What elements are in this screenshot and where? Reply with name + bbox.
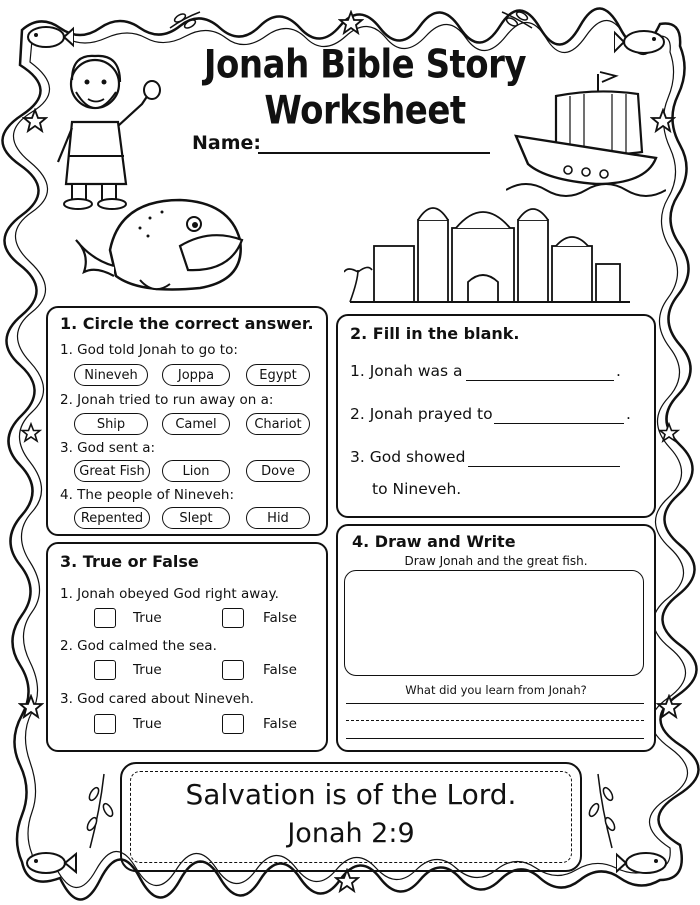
false-label: False	[263, 662, 297, 678]
writing-line[interactable]	[346, 738, 644, 739]
section4-heading: 4. Draw and Write	[352, 532, 516, 551]
star-icon	[656, 694, 682, 720]
star-icon	[18, 694, 44, 720]
question-text: 3. God sent a:	[60, 440, 156, 456]
fill-continuation: to Nineveh.	[372, 480, 462, 498]
question-text: 4. The people of Nineveh:	[60, 487, 235, 503]
true-checkbox[interactable]	[94, 608, 116, 628]
answer-option[interactable]: Ship	[74, 413, 148, 435]
question-text: 1. God told Jonah to go to:	[60, 342, 238, 358]
false-checkbox[interactable]	[222, 660, 244, 680]
true-checkbox[interactable]	[94, 714, 116, 734]
false-label: False	[263, 610, 297, 626]
star-icon	[338, 10, 364, 36]
fish-icon	[22, 846, 78, 880]
answer-option[interactable]: Lion	[162, 460, 230, 482]
leaf-icon	[168, 8, 202, 32]
writing-line[interactable]	[346, 703, 644, 704]
true-label: True	[133, 662, 162, 678]
answer-option[interactable]: Repented	[74, 507, 150, 529]
section2-heading: 2. Fill in the blank.	[350, 324, 520, 343]
name-label: Name:	[192, 132, 262, 154]
verse-text: Salvation is of the Lord.	[185, 778, 517, 811]
false-checkbox[interactable]	[222, 608, 244, 628]
answer-option[interactable]: Joppa	[162, 364, 230, 386]
name-field[interactable]	[258, 152, 490, 154]
leaf-icon	[80, 770, 114, 850]
false-checkbox[interactable]	[222, 714, 244, 734]
answer-option[interactable]: Egypt	[246, 364, 310, 386]
true-checkbox[interactable]	[94, 660, 116, 680]
page-title: Jonah Bible Story Worksheet	[203, 42, 527, 134]
end-mark: .	[626, 405, 631, 423]
writing-line[interactable]	[346, 720, 644, 721]
drawing-area[interactable]	[344, 570, 644, 676]
section3-heading: 3. True or False	[60, 552, 199, 571]
fill-blank-line[interactable]	[466, 380, 614, 381]
verse-reference: Jonah 2:9	[287, 818, 415, 849]
answer-option[interactable]: Hid	[246, 507, 310, 529]
fish-icon	[616, 846, 676, 880]
answer-option[interactable]: Dove	[246, 460, 310, 482]
star-icon	[22, 108, 48, 134]
true-label: True	[133, 716, 162, 732]
fill-blank-line[interactable]	[468, 466, 620, 467]
draw-instruction: Draw Jonah and the great fish.	[404, 554, 588, 568]
fill-blank-line[interactable]	[494, 423, 624, 424]
end-mark: .	[616, 362, 621, 380]
question-text: 1. Jonah obeyed God right away.	[60, 586, 279, 602]
whale-illustration	[70, 180, 260, 298]
question-text: 2. Jonah tried to run away on a:	[60, 392, 274, 408]
fill-item: 3. God showed	[350, 448, 466, 466]
section1-heading: 1. Circle the correct answer.	[60, 314, 314, 333]
star-icon	[658, 422, 680, 444]
fill-item: 1. Jonah was a	[350, 362, 463, 380]
leaf-icon	[500, 8, 534, 32]
fish-icon	[614, 24, 670, 60]
answer-option[interactable]: Slept	[162, 507, 230, 529]
fill-item: 2. Jonah prayed to	[350, 405, 493, 423]
write-prompt: What did you learn from Jonah?	[405, 683, 587, 697]
star-icon	[20, 422, 42, 444]
answer-option[interactable]: Chariot	[246, 413, 310, 435]
answer-option[interactable]: Nineveh	[74, 364, 148, 386]
answer-option[interactable]: Great Fish	[74, 460, 150, 482]
question-text: 3. God cared about Nineveh.	[60, 691, 254, 707]
city-illustration	[344, 190, 634, 308]
false-label: False	[263, 716, 297, 732]
question-text: 2. God calmed the sea.	[60, 638, 217, 654]
leaf-icon	[588, 770, 622, 850]
true-label: True	[133, 610, 162, 626]
answer-option[interactable]: Camel	[162, 413, 230, 435]
